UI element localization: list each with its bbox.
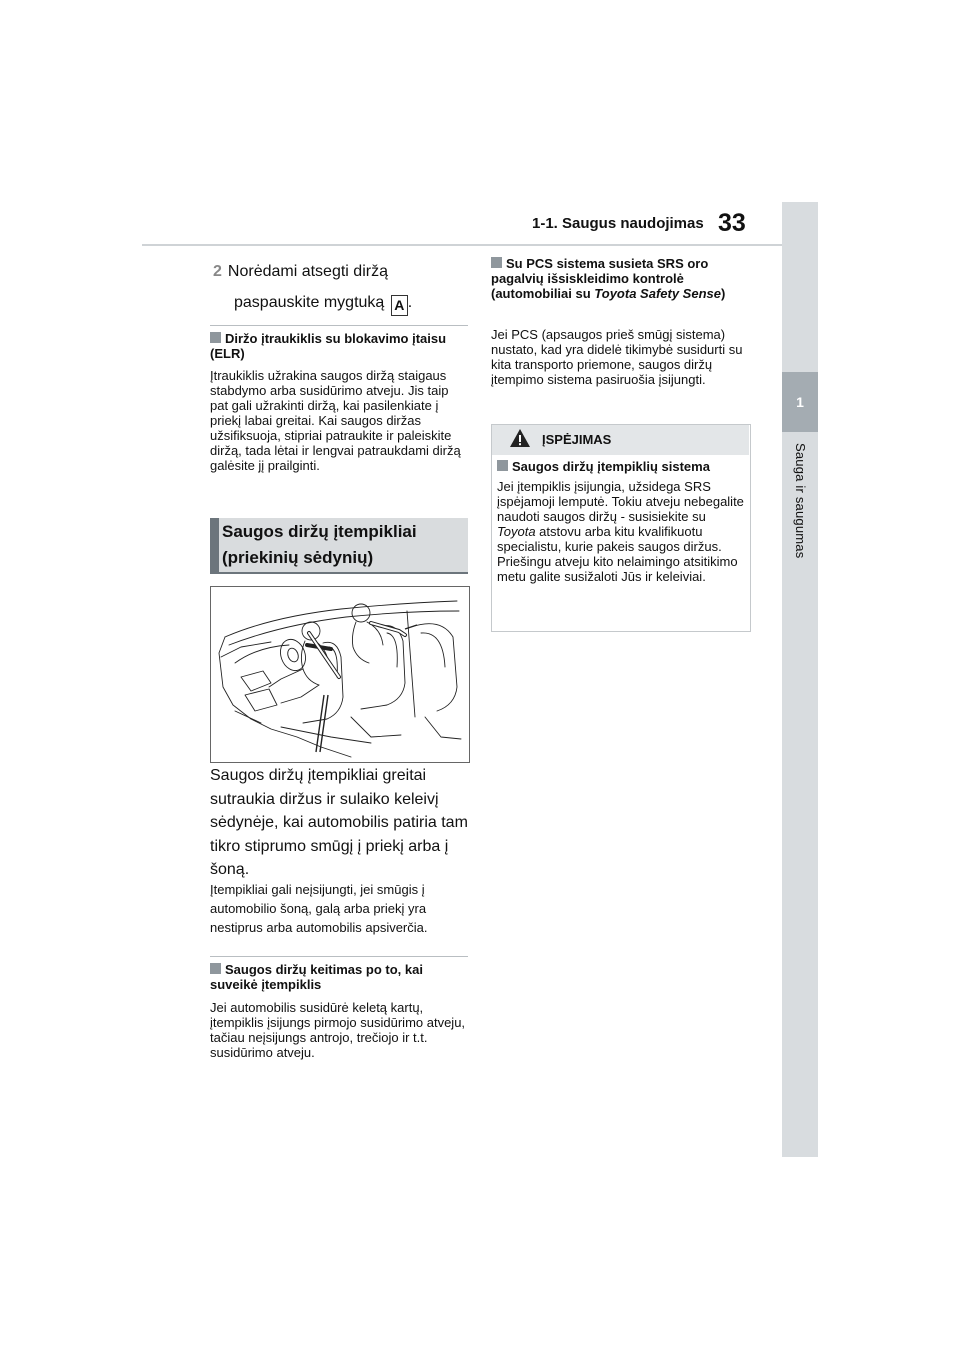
warning-heading bbox=[497, 459, 745, 474]
replace-body: Jei automobilis susidūrė keletą kartų, įtempiklis įsijungs pirmojo susidūrimo atveju, tačiau neįsijungs antrojo, trečiojo ir t.t. susidūrimo atveju. bbox=[210, 1000, 466, 1060]
warning-triangle-icon bbox=[509, 428, 531, 448]
pcs-heading-end: ) bbox=[720, 286, 726, 301]
replace-heading bbox=[210, 962, 468, 992]
pcs-heading-brand: Toyota Safety Sense bbox=[594, 286, 721, 301]
replace-heading-text: Saugos diržų keitimas po to, kai suveikė įtempiklis bbox=[210, 962, 423, 992]
section-breadcrumb: 1-1. Saugus naudojimas bbox=[532, 215, 704, 232]
warning-body-part2: atstovu arba kitu kvalifikuotu specialistu, kurie pakeis saugos diržus. bbox=[497, 524, 722, 554]
pretensioner-intro: Saugos diržų įtempikliai greitai sutraukia diržus ir sulaiko keleivį sėdynėje, kai automobilis patiria tam tikro stiprumo smūgį į priekį arba į šoną. bbox=[210, 767, 468, 878]
section-title: Saugos diržų įtempikliai (priekinių sėdynių) bbox=[222, 522, 417, 567]
section-header-bar bbox=[210, 518, 219, 572]
warning-heading-text: Saugos diržų įtempiklių sistema bbox=[512, 459, 710, 474]
step-end-punct: . bbox=[407, 294, 413, 311]
elr-body: Įtraukiklis užrakina saugos diržą staigaus stabdymo arba susidūrimo atveju. Jis taip pat gali užrakinti diržą, kai pasilenkiate į priekį labai greitai. Kai saugos diržas užsifiksuoja, stipriai patraukite ir paleiskite diržą, tada lėtai ir lengvai patraukdami diržą galėsite jį prailginti. bbox=[210, 368, 461, 473]
header-divider bbox=[142, 244, 782, 246]
warning-brand: Toyota bbox=[497, 524, 536, 539]
pretensioner-illustration bbox=[210, 586, 470, 763]
pcs-heading-text: Su PCS sistema susieta SRS oro pagalvių išsiskleidimo kontrolė (automobiliai su bbox=[491, 256, 709, 301]
section-header-underline bbox=[210, 572, 468, 574]
warning-body-part1: Jei įtempiklis įsijungia, užsidega SRS įspėjamoji lemputė. Tokiu atveju nebegalite naudoti saugos diržų - susisiekite su bbox=[497, 479, 744, 524]
square-bullet-icon bbox=[497, 460, 508, 471]
divider bbox=[210, 325, 468, 326]
warning-title: ĮSPĖJIMAS bbox=[542, 432, 612, 447]
car-interior-drawing bbox=[211, 587, 469, 762]
divider bbox=[210, 956, 468, 957]
page-number: 33 bbox=[718, 209, 746, 237]
warning-body-part3: Priešingu atveju kito nelaimingo atsitikimo metu galite susižaloti Jūs ir keleiviai. bbox=[497, 554, 738, 584]
chapter-tab-strip bbox=[782, 202, 818, 1157]
step-text-line1: Norėdami atsegti diržą bbox=[227, 263, 388, 280]
pretensioner-note: Įtempikliai gali neįsijungti, jei smūgis į automobilio šoną, galą arba priekį yra nestiprus arba automobilis apsiverčia. bbox=[210, 882, 428, 935]
chapter-tab-title: Sauga ir saugumas bbox=[793, 443, 808, 559]
square-bullet-icon bbox=[491, 257, 502, 268]
step-2 bbox=[213, 258, 468, 316]
elr-heading-text: Diržo įtraukiklis su blokavimo įtaisu (ELR) bbox=[210, 331, 447, 361]
pcs-body: Jei PCS (apsaugos prieš smūgį sistema) nustato, kad yra didelė tikimybė susidurti su kita transporto priemone, saugos diržų įtempimo sistema pasiruošia įsijungti. bbox=[491, 327, 743, 387]
step-text-line2: paspauskite mygtuką bbox=[234, 294, 385, 311]
button-a-key-icon: A bbox=[391, 295, 408, 316]
square-bullet-icon bbox=[210, 963, 221, 974]
step-number: 2 bbox=[213, 263, 222, 280]
pcs-heading bbox=[491, 256, 749, 301]
warning-body bbox=[497, 479, 745, 584]
square-bullet-icon bbox=[210, 332, 221, 343]
elr-heading bbox=[210, 331, 468, 361]
chapter-tab-number[interactable]: 1 bbox=[782, 372, 818, 432]
